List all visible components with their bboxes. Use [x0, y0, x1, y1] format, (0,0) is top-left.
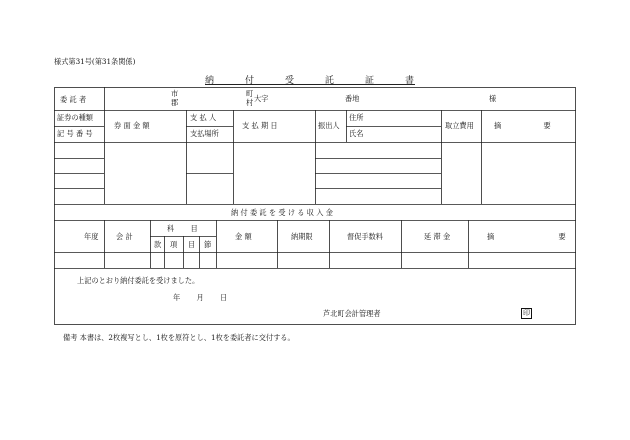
amount-label: 金 額 [235, 232, 252, 241]
form-number: 様式第31号(第31条関係) [54, 57, 136, 66]
sama-label: 様 [489, 94, 497, 103]
form-title-3: 受 [285, 76, 295, 86]
record-number-label: 記 号 番 号 [57, 129, 93, 138]
fiscal-year-label: 年度 [84, 232, 99, 241]
setsu-label: 節 [204, 240, 212, 249]
form-title-1: 納 [205, 76, 215, 86]
accounting-manager: 芦北町会計管理者 [323, 309, 381, 318]
drawer-label: 振出人 [318, 121, 340, 130]
moku-label: 目 [188, 240, 196, 249]
address-label: 住所 [349, 113, 364, 122]
subject-label: 科 目 [167, 224, 198, 233]
form-title-2: 付 [245, 76, 255, 86]
account-label: 会 計 [116, 232, 133, 241]
section-title: 納 付 委 託 を 受 け る 収 入 金 [231, 208, 333, 217]
date-line: 年 月 日 [173, 293, 228, 302]
village-label: 村 [246, 98, 254, 107]
oaza-label: 大字 [254, 94, 269, 103]
city-label: 市 [171, 89, 179, 98]
seal-icon: 印 [523, 309, 530, 317]
remarks-note: 備考 本書は、2枚複写とし、1枚を原符とし、1枚を委託者に交付する。 [63, 333, 295, 342]
collection-fee-label: 取立費用 [445, 121, 474, 130]
payer-label: 支 払 人 [190, 113, 217, 122]
form-title-5: 証 [365, 76, 375, 86]
banchi-label: 番地 [345, 94, 360, 103]
title-underline [205, 84, 415, 85]
dunning-fee-label: 督促手数料 [347, 232, 383, 241]
upper-remarks-label: 摘 要 [494, 121, 551, 130]
arrears-label: 延 滞 金 [424, 232, 451, 241]
form-title-6: 書 [405, 76, 415, 86]
pay-date-label: 支 払 期 日 [242, 121, 278, 130]
receipt-text: 上記のとおり納付委託を受けました。 [77, 276, 200, 285]
pay-place-label: 支払場所 [190, 129, 219, 138]
face-amount-label: 券 面 金 額 [114, 121, 150, 130]
due-date-label: 納期限 [291, 232, 313, 241]
name-label: 氏名 [349, 129, 364, 138]
security-type-label: 証券の種類 [57, 113, 93, 122]
county-label: 郡 [171, 98, 179, 107]
form-title-4: 託 [325, 76, 335, 86]
kou-label: 項 [170, 240, 178, 249]
kan-label: 款 [154, 240, 162, 249]
lower-remarks-label: 摘 要 [487, 232, 566, 241]
consignor-label: 委 託 者 [60, 95, 87, 104]
town-label: 町 [246, 89, 254, 98]
